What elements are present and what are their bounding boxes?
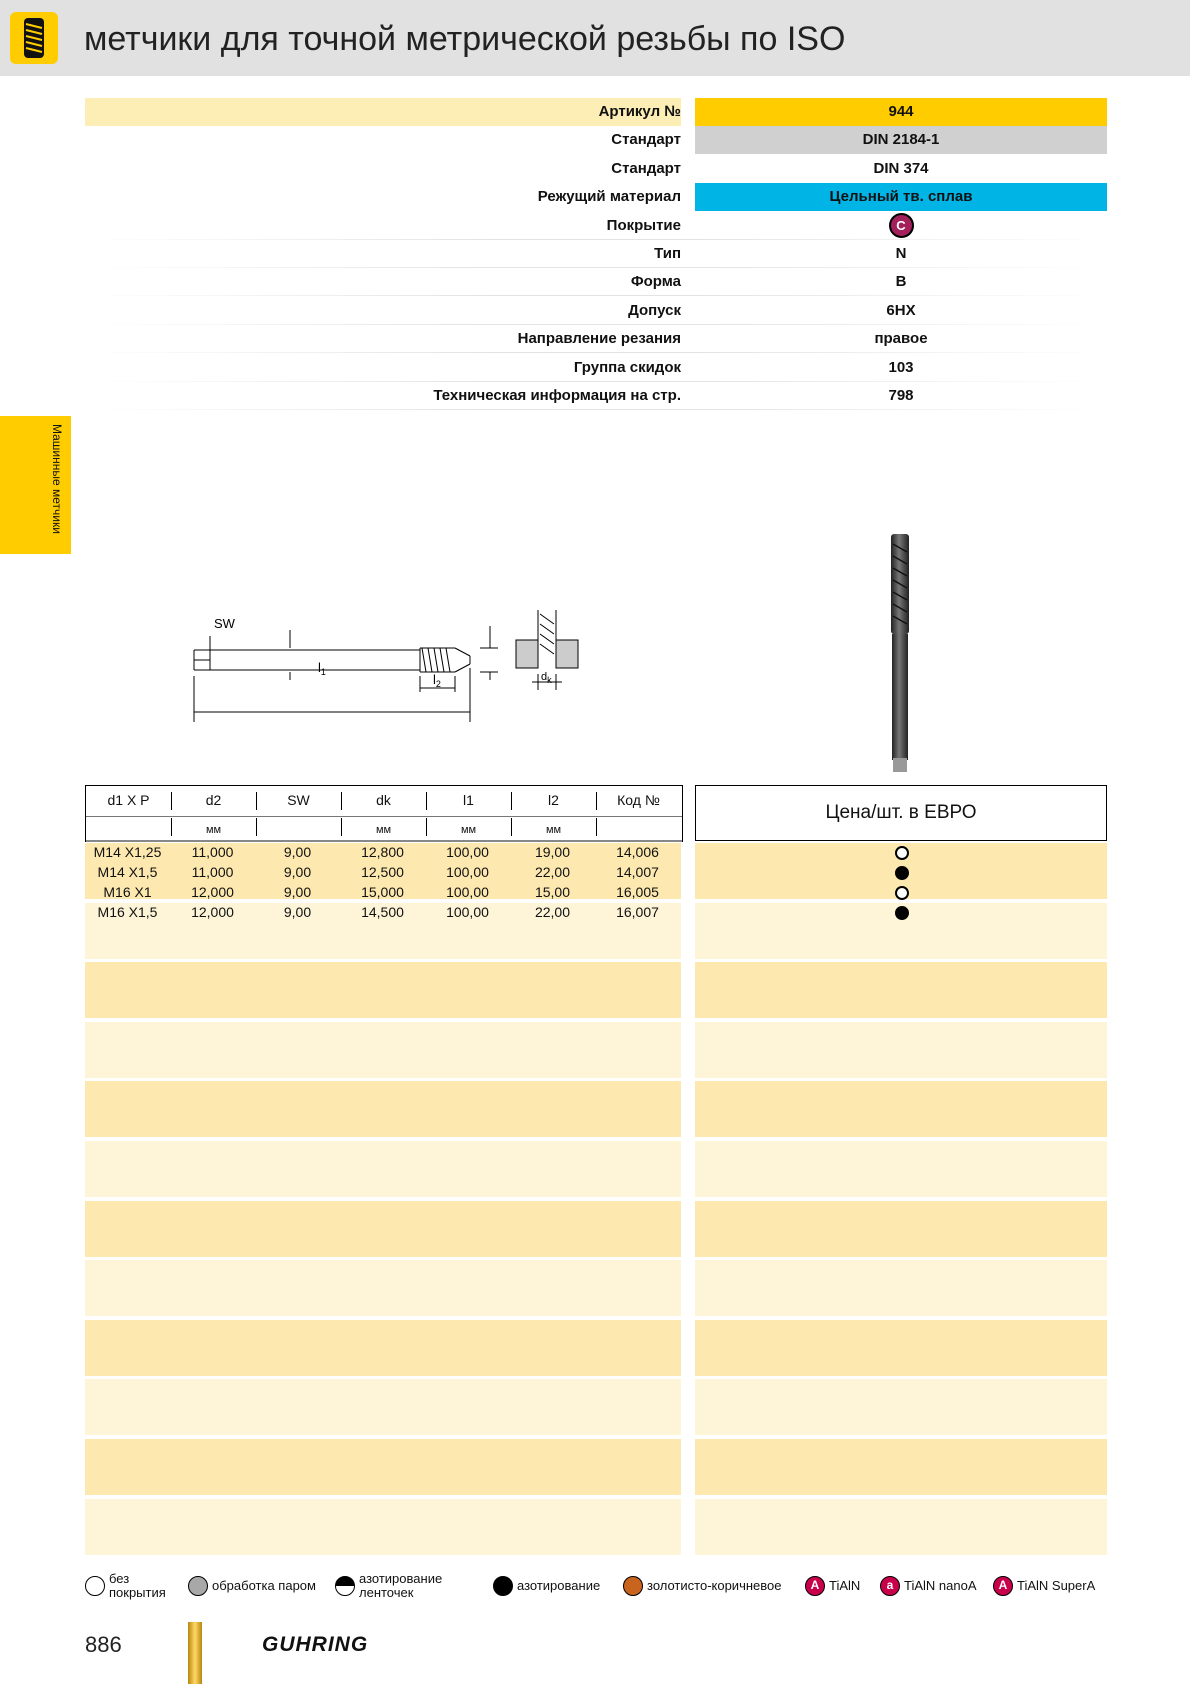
price-band [695, 1260, 1107, 1316]
spec-row-divider [85, 409, 1107, 410]
column-separator [511, 818, 512, 836]
column-separator [426, 818, 427, 836]
spec-label: Направление резания [517, 330, 681, 348]
spec-label: Допуск [628, 301, 681, 319]
table-cell: 100,00 [446, 844, 489, 860]
column-separator [596, 792, 597, 810]
column-separator [511, 792, 512, 810]
spec-row [85, 382, 1107, 410]
hole-section-drawing [510, 600, 590, 695]
table-band [85, 1260, 681, 1316]
column-separator [171, 818, 172, 836]
price-band [695, 1320, 1107, 1376]
l2-label: $l_2$ [433, 672, 441, 689]
table-cell: 9,00 [283, 844, 312, 860]
column-separator [426, 792, 427, 810]
table-cell: 14,007 [616, 864, 659, 880]
available-filled-circle-icon [895, 866, 909, 880]
table-cell: 100,00 [446, 884, 489, 900]
legend-label: азотирование ленточек [359, 1571, 443, 1600]
table-cell: 100,00 [446, 864, 489, 880]
table-cell: M14 X1,25 [93, 844, 162, 860]
header-divider [86, 816, 682, 817]
price-band [695, 1141, 1107, 1197]
spec-label: Тип [654, 245, 681, 262]
spec-row [85, 268, 1107, 296]
coating-legend-icon: A [805, 1576, 825, 1596]
coating-legend-icon [623, 1576, 643, 1596]
l1-label: $l_1$ [318, 660, 326, 677]
data-table-header [85, 785, 683, 842]
spec-label: Стандарт [611, 159, 681, 177]
price-band [695, 1201, 1107, 1257]
table-band [85, 1439, 681, 1495]
legend-label: азотирование [517, 1578, 601, 1593]
table-cell: 16,007 [616, 904, 659, 920]
column-separator [341, 792, 342, 810]
table-band [85, 1022, 681, 1078]
spec-value: 798 [888, 387, 914, 404]
side-tab-label: Машинные метчики [50, 424, 64, 534]
table-cell: 12,500 [361, 864, 404, 880]
spec-row [85, 212, 1107, 240]
spec-row [85, 126, 1107, 154]
table-band [85, 1379, 681, 1435]
table-cell: 12,000 [191, 904, 234, 920]
column-header: d2 [205, 792, 222, 808]
spec-value: Цельный тв. сплав [695, 183, 1107, 211]
coating-legend-icon [85, 1576, 105, 1596]
price-header: Цена/шт. в ЕВРО [695, 785, 1107, 841]
spec-label: Группа скидок [573, 358, 681, 376]
coating-legend-icon [188, 1576, 208, 1596]
table-cell: 19,00 [534, 844, 571, 860]
page-title: метчики для точной метрической резьбы по ISO [84, 20, 846, 58]
table-cell: 11,000 [191, 844, 234, 860]
table-band [85, 1499, 681, 1555]
column-unit: мм [375, 824, 392, 836]
table-cell: 9,00 [283, 864, 312, 880]
price-band [695, 1439, 1107, 1495]
spec-value: 6HX [886, 301, 916, 319]
legend-label: TiAlN SuperA [1017, 1578, 1096, 1593]
column-header: d1 X P [107, 792, 150, 808]
table-cell: 22,00 [534, 864, 571, 880]
spec-row [85, 183, 1107, 211]
spec-label: Режущий материал [537, 188, 681, 206]
spec-label: Стандарт [611, 131, 681, 149]
table-cell: 14,500 [361, 904, 404, 920]
price-band [695, 962, 1107, 1018]
table-cell: 15,00 [534, 884, 571, 900]
price-band [695, 1379, 1107, 1435]
price-band [695, 1022, 1107, 1078]
spec-label: Артикул № [598, 103, 681, 120]
spec-value: 944 [695, 98, 1107, 126]
table-cell: 12,000 [191, 884, 234, 900]
spec-row [85, 297, 1107, 325]
column-separator [171, 792, 172, 810]
price-band [695, 1081, 1107, 1137]
table-cell: 9,00 [283, 884, 312, 900]
coating-legend [85, 1569, 1107, 1603]
spec-row [85, 354, 1107, 382]
table-cell: M16 X1,5 [97, 904, 158, 920]
column-header: Код № [617, 792, 660, 808]
table-band [85, 1320, 681, 1376]
legend-label: обработка паром [212, 1578, 316, 1593]
spec-value: DIN 2184-1 [695, 126, 1107, 154]
legend-label: TiAlN [829, 1578, 861, 1593]
sw-label: SW [214, 616, 235, 631]
table-cell: 11,000 [191, 864, 234, 880]
table-cell: M16 X1 [103, 884, 152, 900]
tap-product-photo [880, 530, 920, 775]
coating-legend-icon: A [993, 1576, 1013, 1596]
table-cell: 16,005 [616, 884, 659, 900]
spec-row [85, 98, 1107, 126]
spec-value: правое [874, 330, 928, 348]
tap-logo-icon [10, 12, 58, 64]
legend-label: без покрытия [109, 1571, 166, 1600]
column-unit: мм [460, 824, 477, 836]
spec-row [85, 155, 1107, 183]
table-cell: M14 X1,5 [97, 864, 158, 880]
page-header [0, 0, 1190, 76]
coating-legend-icon [493, 1576, 513, 1596]
spec-row [85, 240, 1107, 268]
coating-legend-icon [335, 1576, 355, 1596]
column-header: l1 [463, 792, 474, 808]
coating-legend-icon: a [880, 1576, 900, 1596]
column-separator [256, 818, 257, 836]
brand-logo: GUHRING [262, 1633, 369, 1656]
page-number: 886 [85, 1632, 122, 1657]
coating-badge-icon: C [889, 213, 914, 238]
header-bottom-line [86, 840, 682, 842]
spec-label: Покрытие [606, 216, 681, 234]
column-separator [256, 792, 257, 810]
column-separator [596, 818, 597, 836]
column-separator [341, 818, 342, 836]
dk-label: $d_k$ [541, 671, 552, 685]
section-side-tab[interactable] [0, 416, 71, 554]
table-cell: 9,00 [283, 904, 312, 920]
table-cell: 14,006 [616, 844, 659, 860]
table-band [85, 1201, 681, 1257]
table-cell: 22,00 [534, 904, 571, 920]
spec-value: DIN 374 [873, 159, 929, 177]
column-unit: мм [205, 824, 222, 836]
footer-accent-bar [188, 1622, 202, 1684]
table-cell: 15,000 [361, 884, 404, 900]
spec-row [85, 325, 1107, 353]
column-header: l2 [548, 792, 559, 808]
table-band [85, 1081, 681, 1137]
column-header: dk [376, 792, 391, 808]
price-band [695, 1499, 1107, 1555]
table-band [85, 1141, 681, 1197]
column-unit: мм [545, 824, 562, 836]
spec-value [695, 212, 1107, 240]
spec-label: Форма [630, 273, 681, 291]
column-header: SW [287, 792, 310, 808]
available-open-circle-icon [895, 886, 909, 900]
available-open-circle-icon [895, 846, 909, 860]
legend-label: золотисто-коричневое [647, 1578, 782, 1593]
table-band [85, 962, 681, 1018]
spec-value: 103 [888, 358, 914, 376]
legend-label: TiAlN nanoA [904, 1578, 977, 1593]
spec-value: N [895, 245, 907, 262]
table-cell: 12,800 [361, 844, 404, 860]
available-filled-circle-icon [895, 906, 909, 920]
spec-label: Техническая информация на стр. [433, 387, 681, 404]
spec-value: B [895, 273, 907, 291]
table-cell: 100,00 [446, 904, 489, 920]
